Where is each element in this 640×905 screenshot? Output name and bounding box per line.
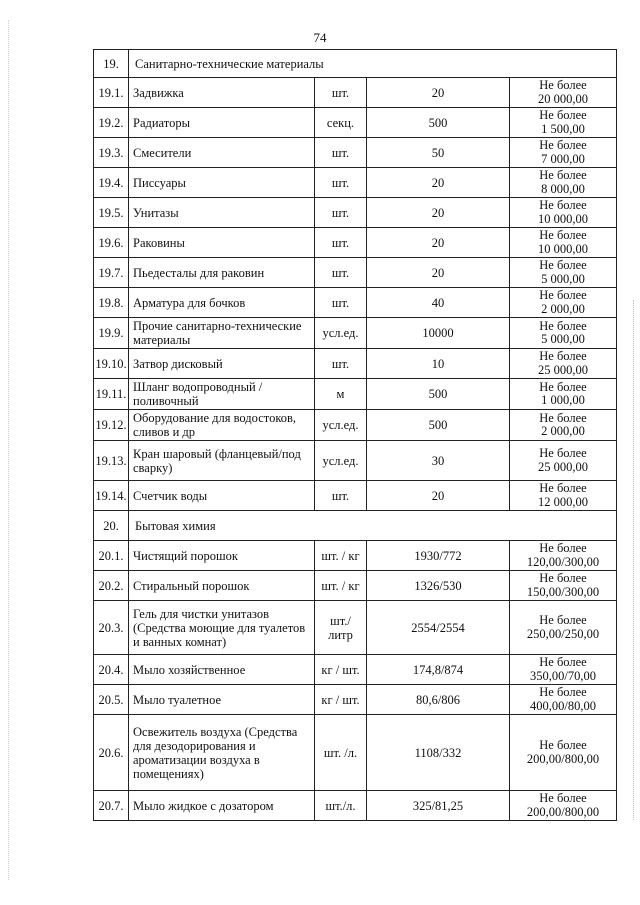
table-row [94, 791, 617, 821]
item-quantity: 20 [367, 168, 510, 198]
page-number: 74 [313, 30, 327, 45]
price-label: Не более [539, 288, 587, 302]
item-unit: шт. / кг [315, 541, 367, 571]
item-price [510, 138, 617, 168]
item-number: 19.9. [94, 318, 129, 349]
price-label: Не более [539, 655, 587, 669]
item-unit: м [315, 379, 367, 410]
item-quantity: 325/81,25 [367, 791, 510, 821]
item-name: Радиаторы [129, 108, 315, 138]
price-value: 20 000,00 [538, 91, 588, 106]
table-row [94, 685, 617, 715]
price-value: 200,00/800,00 [526, 751, 600, 766]
item-name: Затвор дисковый [129, 349, 315, 379]
item-unit: шт. [315, 138, 367, 168]
item-unit: усл.ед. [315, 318, 367, 349]
price-label: Не более [539, 481, 587, 495]
item-number: 19.6. [94, 228, 129, 258]
table-row [94, 601, 617, 655]
table-row [94, 571, 617, 601]
item-price [510, 318, 617, 349]
table-row [94, 288, 617, 318]
price-label: Не более [539, 446, 587, 460]
price-value: 1 500,00 [541, 121, 585, 136]
section-number: 20. [94, 511, 129, 541]
item-price [510, 379, 617, 410]
item-price [510, 601, 617, 655]
price-label: Не более [539, 738, 587, 752]
item-number: 19.12. [94, 410, 129, 441]
item-name: Пьедесталы для раковин [129, 258, 315, 288]
table-row [94, 318, 617, 349]
item-quantity: 500 [367, 108, 510, 138]
item-number: 19.14. [94, 481, 129, 511]
price-label: Не более [539, 379, 587, 394]
table-row [94, 258, 617, 288]
item-quantity: 500 [367, 410, 510, 441]
item-number: 20.7. [94, 791, 129, 821]
price-value: 2 000,00 [541, 301, 585, 316]
section-row [94, 50, 617, 78]
item-name: Арматура для бочков [129, 288, 315, 318]
item-unit: усл.ед. [315, 410, 367, 441]
item-name: Унитазы [129, 198, 315, 228]
section-row [94, 511, 617, 541]
price-label: Не более [539, 571, 587, 585]
item-number: 19.5. [94, 198, 129, 228]
price-value: 10 000,00 [538, 241, 588, 256]
price-value: 350,00/70,00 [530, 668, 596, 683]
item-price [510, 481, 617, 511]
item-unit: кг / шт. [315, 655, 367, 685]
scan-edge-right [632, 300, 634, 820]
table-row [94, 655, 617, 685]
table-row [94, 379, 617, 410]
item-number: 20.2. [94, 571, 129, 601]
item-unit: шт. [315, 198, 367, 228]
item-name: Мыло хозяйственное [129, 655, 315, 685]
item-name: Стиральный порошок [129, 571, 315, 601]
item-unit: шт. /л. [315, 715, 367, 791]
price-label: Не более [539, 349, 587, 363]
item-unit: шт./ литр [315, 601, 367, 655]
price-value: 8 000,00 [541, 181, 585, 196]
item-name: Раковины [129, 228, 315, 258]
table-row [94, 541, 617, 571]
table-row [94, 349, 617, 379]
item-quantity: 1108/332 [367, 715, 510, 791]
materials-table-body [94, 50, 617, 821]
item-quantity: 40 [367, 288, 510, 318]
price-label: Не более [539, 791, 587, 805]
price-label: Не более [539, 613, 587, 627]
item-quantity: 30 [367, 441, 510, 481]
price-value: 12 000,00 [538, 494, 588, 509]
item-quantity: 2554/2554 [367, 601, 510, 655]
item-name: Прочие санитарно-технические материалы [129, 318, 315, 349]
item-quantity: 50 [367, 138, 510, 168]
price-label: Не более [539, 685, 587, 699]
item-price [510, 541, 617, 571]
table-row [94, 715, 617, 791]
scan-edge-left [8, 20, 10, 880]
item-quantity: 1930/772 [367, 541, 510, 571]
materials-table [93, 49, 617, 821]
item-quantity: 20 [367, 78, 510, 108]
price-label: Не более [539, 198, 587, 212]
item-number: 20.4. [94, 655, 129, 685]
table-row [94, 228, 617, 258]
item-quantity: 10 [367, 349, 510, 379]
price-value: 25 000,00 [538, 459, 588, 474]
table-row [94, 78, 617, 108]
item-price [510, 288, 617, 318]
item-unit: шт. / кг [315, 571, 367, 601]
item-price [510, 198, 617, 228]
item-quantity: 20 [367, 198, 510, 228]
item-price [510, 655, 617, 685]
item-unit: шт. [315, 168, 367, 198]
price-value: 2 000,00 [541, 424, 585, 438]
item-number: 19.10. [94, 349, 129, 379]
price-value: 200,00/800,00 [526, 804, 600, 819]
item-unit: секц. [315, 108, 367, 138]
item-unit: усл.ед. [315, 441, 367, 481]
price-value: 1 000,00 [541, 393, 585, 407]
table-row [94, 410, 617, 441]
item-quantity: 20 [367, 481, 510, 511]
item-quantity: 174,8/874 [367, 655, 510, 685]
item-quantity: 10000 [367, 318, 510, 349]
item-number: 20.5. [94, 685, 129, 715]
price-label: Не более [539, 138, 587, 152]
section-title: Санитарно-технические материалы [129, 50, 617, 78]
item-quantity: 1326/530 [367, 571, 510, 601]
table-row [94, 168, 617, 198]
section-number: 19. [94, 50, 129, 78]
item-name: Кран шаровый (фланцевый/под сварку) [129, 441, 315, 481]
item-price [510, 715, 617, 791]
item-number: 20.3. [94, 601, 129, 655]
item-price [510, 791, 617, 821]
item-unit: шт. [315, 481, 367, 511]
price-value: 25 000,00 [538, 362, 588, 377]
item-number: 19.7. [94, 258, 129, 288]
item-price [510, 410, 617, 441]
section-title: Бытовая химия [129, 511, 617, 541]
price-label: Не более [539, 318, 587, 333]
item-unit: шт. [315, 349, 367, 379]
item-number: 19.1. [94, 78, 129, 108]
price-label: Не более [539, 541, 587, 555]
item-price [510, 108, 617, 138]
item-number: 19.3. [94, 138, 129, 168]
item-price [510, 228, 617, 258]
table-row [94, 108, 617, 138]
price-value: 7 000,00 [541, 151, 585, 166]
item-price [510, 571, 617, 601]
price-value: 120,00/300,00 [526, 554, 600, 569]
item-price [510, 168, 617, 198]
item-number: 20.6. [94, 715, 129, 791]
price-label: Не более [539, 410, 587, 425]
item-name: Шланг водопроводный /поливочный [129, 379, 315, 410]
price-value: 250,00/250,00 [526, 626, 600, 641]
item-name: Задвижка [129, 78, 315, 108]
item-number: 19.8. [94, 288, 129, 318]
item-name: Писсуары [129, 168, 315, 198]
item-number: 19.4. [94, 168, 129, 198]
table-row [94, 481, 617, 511]
price-value: 5 000,00 [541, 271, 585, 286]
item-number: 19.13. [94, 441, 129, 481]
item-name: Счетчик воды [129, 481, 315, 511]
price-value: 400,00/80,00 [530, 698, 596, 713]
price-label: Не более [539, 78, 587, 92]
item-quantity: 20 [367, 228, 510, 258]
price-value: 150,00/300,00 [526, 584, 600, 599]
item-unit: шт. [315, 228, 367, 258]
item-price [510, 685, 617, 715]
item-name: Гель для чистки унитазов (Средства моющие для туалетов и ванных комнат) [129, 601, 315, 655]
item-quantity: 20 [367, 258, 510, 288]
item-unit: шт./л. [315, 791, 367, 821]
item-name: Освежитель воздуха (Средства для дезодорирования и ароматизации воздуха в помещениях) [129, 715, 315, 791]
item-unit: кг / шт. [315, 685, 367, 715]
table-row [94, 441, 617, 481]
item-number: 19.11. [94, 379, 129, 410]
price-label: Не более [539, 168, 587, 182]
item-price [510, 78, 617, 108]
item-quantity: 80,6/806 [367, 685, 510, 715]
price-label: Не более [539, 108, 587, 122]
table-row [94, 198, 617, 228]
item-name: Мыло жидкое с дозатором [129, 791, 315, 821]
item-unit: шт. [315, 78, 367, 108]
price-value: 10 000,00 [538, 211, 588, 226]
table-row [94, 138, 617, 168]
price-label: Не более [539, 258, 587, 272]
item-quantity: 500 [367, 379, 510, 410]
item-name: Смесители [129, 138, 315, 168]
item-unit: шт. [315, 258, 367, 288]
item-price [510, 349, 617, 379]
item-price [510, 441, 617, 481]
item-name: Оборудование для водостоков, сливов и др [129, 410, 315, 441]
item-number: 19.2. [94, 108, 129, 138]
item-name: Мыло туалетное [129, 685, 315, 715]
item-name: Чистящий порошок [129, 541, 315, 571]
item-unit: шт. [315, 288, 367, 318]
price-value: 5 000,00 [541, 332, 585, 346]
price-label: Не более [539, 228, 587, 242]
item-number: 20.1. [94, 541, 129, 571]
item-price [510, 258, 617, 288]
